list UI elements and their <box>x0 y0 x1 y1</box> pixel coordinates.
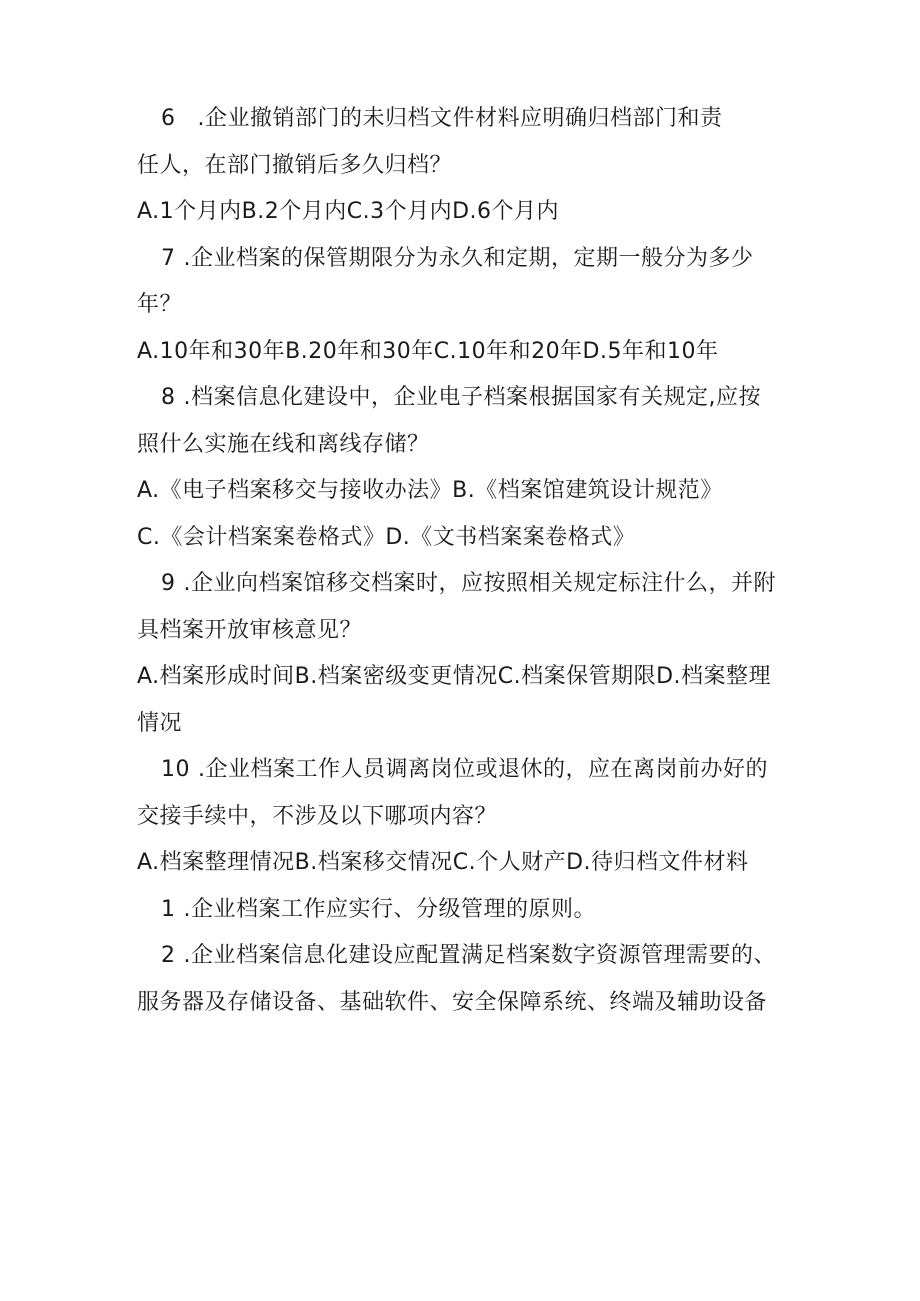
fill-blank-2-line-1 <box>137 933 797 980</box>
fill-blank-2-line-2: 服务器及存储设备、基础软件、安全保障系统、终端及辅助设备 <box>137 989 768 1015</box>
fill-blank-1-line-1 <box>137 887 797 934</box>
fill-blank-2-text: .企业档案信息化建设应配置满足档案数字资源管理需要的、 <box>183 943 776 968</box>
question-6-line-1 <box>137 96 797 143</box>
question-6-line-2: 任人，在部门撤销后多久归档？ <box>137 152 453 178</box>
fill-blank-1-text: .企业档案工作应实行、分级管理的原则。 <box>183 896 596 922</box>
fill-blank-1-number: 1 <box>161 896 176 922</box>
question-9-options-2: 情况 <box>137 710 183 736</box>
question-8-text: .档案信息化建设中，企业电子档案根据国家有关规定,应按 <box>183 385 761 410</box>
question-8-options-2: C.《会计档案案卷格式》D.《文书档案案卷格式》 <box>137 524 636 550</box>
question-10-line-2: 交接手续中，不涉及以下哪项内容？ <box>137 803 498 829</box>
fill-blank-2-number: 2 <box>161 943 176 968</box>
question-8-line-1 <box>137 375 797 422</box>
question-6-text: .企业撤销部门的未归档文件材料应明确归档部门和责 <box>197 106 723 131</box>
question-10-options: A.档案整理情况B.档案移交情况C.个人财产D.待归档文件材料 <box>137 850 749 875</box>
document-body <box>137 96 797 1026</box>
question-7-line-1 <box>137 236 797 283</box>
question-8-number: 8 <box>161 385 176 410</box>
question-7-text: .企业档案的保管期限分为永久和定期，定期一般分为多少 <box>183 245 754 271</box>
question-8-line-2: 照什么实施在线和离线存储？ <box>137 431 430 457</box>
question-9-options-1: A.档案形成时间B.档案密级变更情况C.档案保管期限D.档案整理 <box>137 664 772 689</box>
question-7-number: 7 <box>161 245 176 271</box>
question-10-number: 10 <box>161 757 190 782</box>
question-8-options-1: A.《电子档案移交与接收办法》B.《档案馆建筑设计规范》 <box>137 478 723 503</box>
question-9-text: .企业向档案馆移交档案时，应按照相关规定标注什么，并附 <box>183 571 776 596</box>
question-10-text: .企业档案工作人员调离岗位或退休的，应在离岗前办好的 <box>198 757 768 782</box>
question-6-options: A.1个月内B.2个月内C.3个月内D.6个月内 <box>137 199 560 224</box>
question-9-number: 9 <box>161 571 176 596</box>
question-9-line-2: 具档案开放审核意见？ <box>137 617 363 643</box>
question-6-number: 6 <box>161 106 176 131</box>
question-10-line-1 <box>137 747 797 794</box>
question-9-line-1 <box>137 561 797 608</box>
question-7-options: A.10年和30年B.20年和30年C.10年和20年D.5年和10年 <box>137 338 719 364</box>
question-7-line-2: 年？ <box>137 292 183 317</box>
